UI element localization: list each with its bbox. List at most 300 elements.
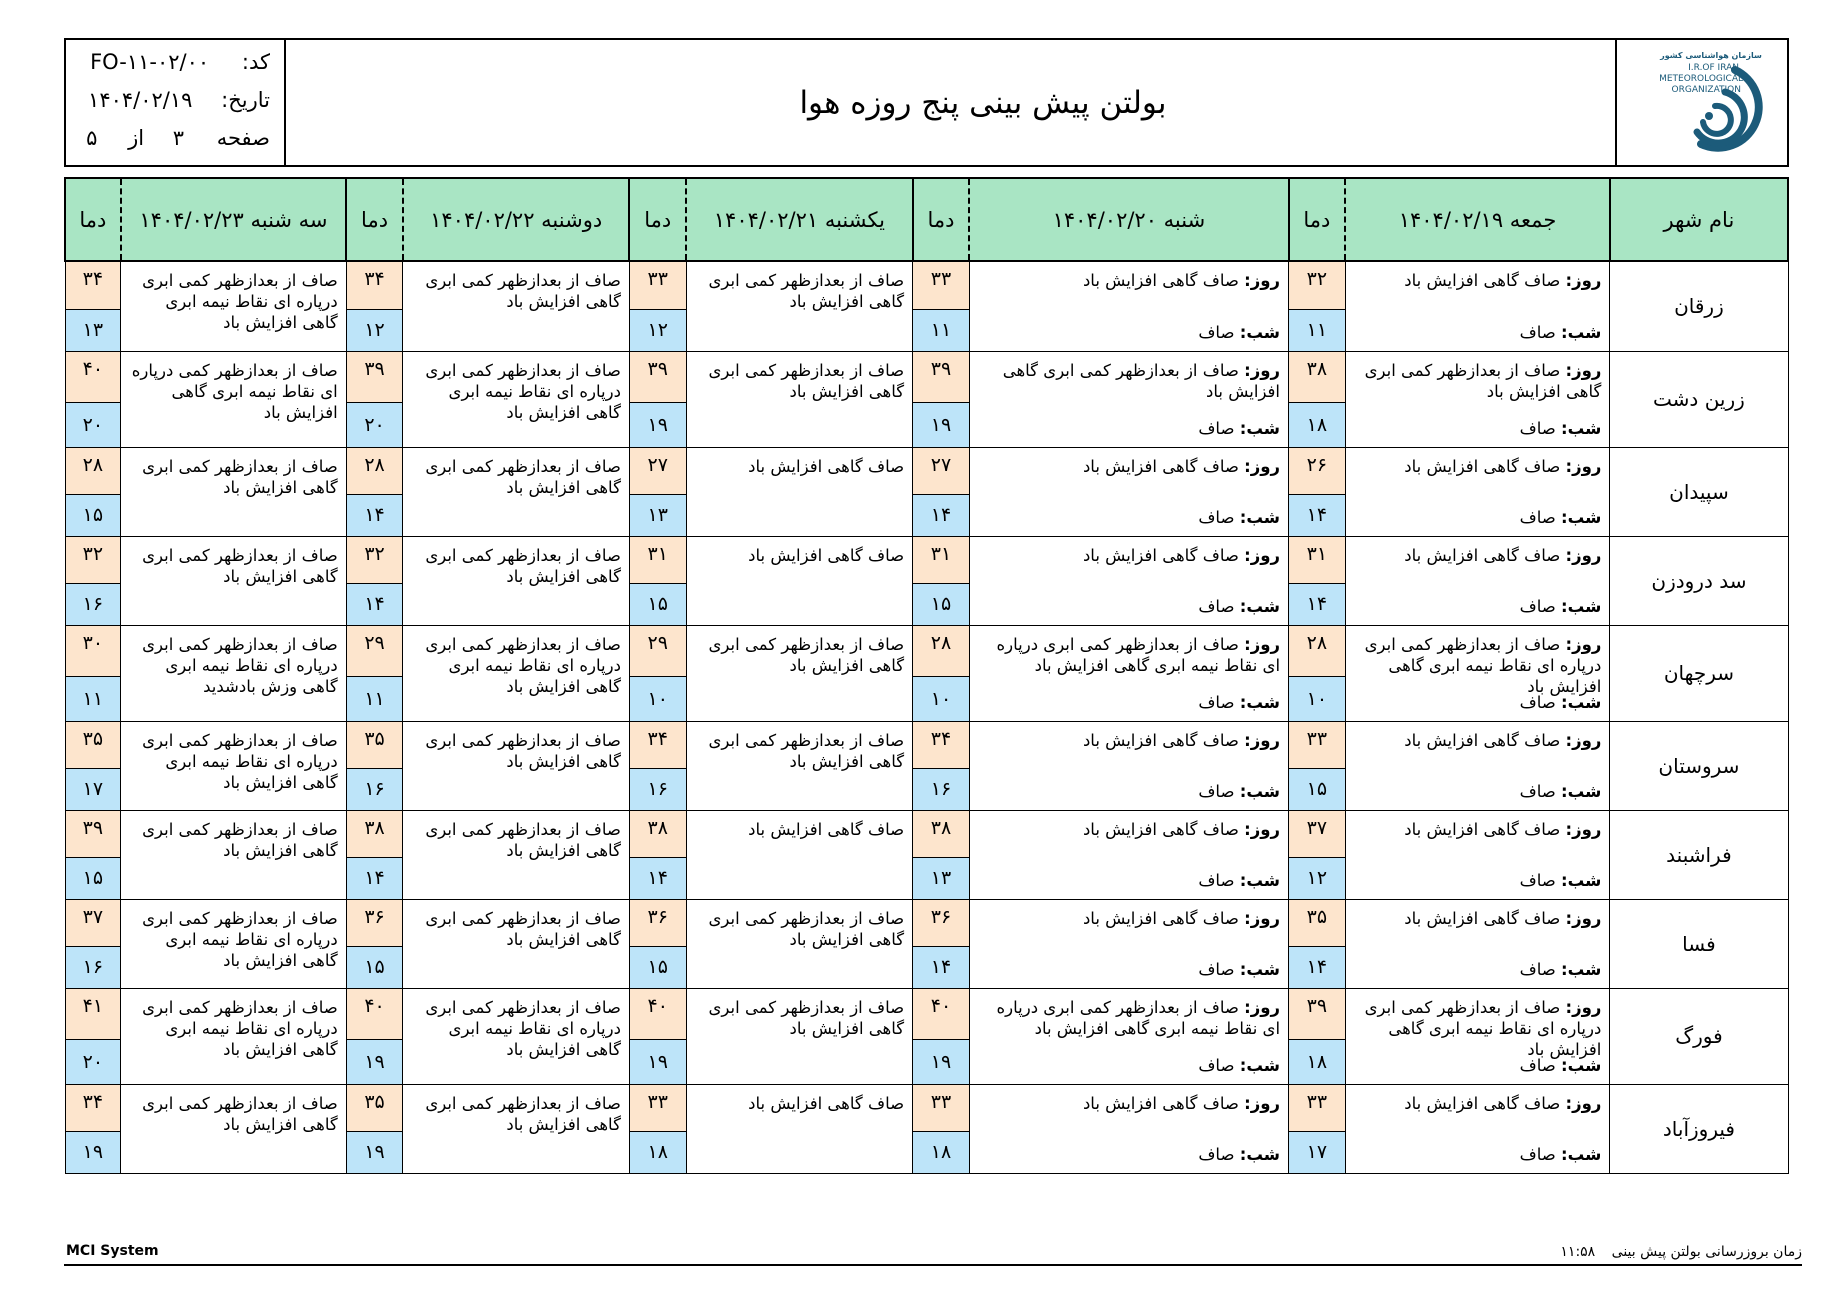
forecast-description — [403, 261, 630, 351]
day-forecast — [1352, 545, 1602, 566]
night-forecast — [1198, 596, 1280, 617]
day-label: روز: — [1244, 1093, 1281, 1113]
max-temp: ۳۳ — [630, 262, 686, 310]
temperature-cell — [629, 899, 686, 988]
max-temp: ۳۷ — [1289, 811, 1345, 859]
temperature-cell — [65, 810, 121, 899]
max-temp: ۳۶ — [630, 900, 686, 948]
max-temp: ۳۲ — [66, 537, 121, 585]
max-temp: ۳۷ — [66, 900, 121, 948]
temperature-cell — [913, 447, 970, 536]
night-forecast — [1198, 959, 1280, 980]
temperature-cell — [65, 988, 121, 1084]
max-temp: ۳۹ — [1289, 989, 1345, 1040]
day-forecast — [1352, 908, 1602, 929]
forecast-description — [686, 721, 913, 810]
max-temp: ۴۰ — [347, 989, 403, 1040]
day-forecast — [976, 908, 1280, 929]
city-name: سپیدان — [1610, 447, 1788, 536]
day-label: روز: — [1565, 819, 1602, 839]
max-temp: ۳۵ — [347, 1085, 403, 1133]
min-temp: ۱۴ — [1289, 947, 1345, 988]
min-temp: ۱۸ — [1289, 1040, 1345, 1084]
day-forecast — [976, 819, 1280, 840]
night-forecast — [1520, 322, 1602, 343]
day-label: روز: — [1565, 1093, 1602, 1113]
forecast-description — [403, 988, 630, 1084]
day-3-temp-header: دما — [629, 178, 686, 261]
day-forecast — [1352, 997, 1602, 1060]
night-text: صاف — [1198, 1055, 1235, 1075]
night-text: صاف — [1519, 959, 1556, 979]
day-1-header: جمعه ۱۴۰۴/۰۲/۱۹ — [1345, 178, 1610, 261]
min-temp: ۱۵ — [66, 495, 121, 536]
forecast-description — [403, 625, 630, 721]
forecast-description — [969, 721, 1288, 810]
forecast-description — [969, 447, 1288, 536]
temperature-cell — [1289, 988, 1346, 1084]
forecast-text: صاف از بعدازظهر کمی ابری درپاره ای نقاط نیمه ابری گاهی افزایش باد — [425, 634, 621, 696]
night-label: شب: — [1239, 507, 1281, 527]
temperature-cell — [913, 625, 970, 721]
forecast-description — [686, 1084, 913, 1173]
day-label: روز: — [1244, 545, 1281, 565]
day-text: صاف گاهی افزایش باد — [1082, 1093, 1239, 1113]
min-temp: ۱۹ — [347, 1040, 403, 1084]
forecast-text: صاف از بعدازظهر کمی ابری درپاره ای نقاط نیمه ابری گاهی افزایش باد — [142, 908, 338, 970]
temperature-cell — [1289, 810, 1346, 899]
forecast-text: صاف از بعدازظهر کمی ابری گاهی افزایش باد — [425, 908, 621, 949]
bulletin-header — [64, 38, 1789, 167]
temperature-cell — [346, 810, 403, 899]
temperature-cell — [629, 721, 686, 810]
forecast-text: صاف از بعدازظهر کمی ابری درپاره ای نقاط نیمه ابری گاهی افزایش باد — [425, 360, 621, 422]
forecast-description — [686, 261, 913, 351]
forecast-description — [121, 536, 347, 625]
min-temp: ۱۴ — [913, 495, 969, 536]
day-text: صاف از بعدازظهر کمی ابری درپاره ای نقاط نیمه ابری گاهی افزایش باد — [1364, 997, 1602, 1059]
temperature-cell — [1289, 1084, 1346, 1173]
forecast-description — [1345, 899, 1610, 988]
max-temp: ۳۹ — [66, 811, 121, 859]
min-temp: ۱۰ — [913, 677, 969, 721]
temperature-cell — [913, 261, 970, 351]
forecast-text: صاف از بعدازظهر کمی ابری گاهی افزایش باد — [425, 1093, 621, 1134]
forecast-text: صاف از بعدازظهر کمی ابری گاهی افزایش باد — [425, 456, 621, 497]
forecast-text: صاف گاهی افزایش باد — [748, 545, 905, 565]
temperature-cell — [65, 721, 121, 810]
forecast-table — [64, 177, 1789, 1174]
max-temp: ۳۳ — [1289, 722, 1345, 770]
temperature-cell — [629, 988, 686, 1084]
temperature-cell — [913, 988, 970, 1084]
night-label: شب: — [1239, 692, 1281, 712]
day-forecast — [976, 634, 1280, 676]
day-forecast — [1352, 456, 1602, 477]
footer-update-label: زمان بروزرسانی بولتن پیش بینی — [1611, 1244, 1802, 1260]
temperature-cell — [629, 447, 686, 536]
max-temp: ۲۷ — [913, 448, 969, 496]
code-label: کد: — [241, 50, 270, 74]
night-forecast — [1520, 692, 1602, 713]
night-text: صاف — [1519, 692, 1556, 712]
min-temp: ۱۶ — [66, 947, 121, 988]
min-temp: ۱۶ — [630, 769, 686, 810]
min-temp: ۱۹ — [913, 1040, 969, 1084]
forecast-description — [686, 625, 913, 721]
temperature-cell — [346, 536, 403, 625]
forecast-description — [1345, 988, 1610, 1084]
day-forecast — [976, 456, 1280, 477]
day-text: صاف از بعدازظهر کمی ابری درپاره ای نقاط نیمه ابری گاهی افزایش باد — [1364, 634, 1602, 696]
night-forecast — [1198, 870, 1280, 891]
day-text: صاف گاهی افزایش باد — [1082, 456, 1239, 476]
day-5-header: سه شنبه ۱۴۰۴/۰۲/۲۳ — [121, 178, 347, 261]
day-label: روز: — [1244, 634, 1281, 654]
min-temp: ۱۵ — [347, 947, 403, 988]
footer-rule — [64, 1264, 1802, 1266]
temperature-cell — [346, 261, 403, 351]
min-temp: ۲۰ — [66, 403, 121, 447]
min-temp: ۱۴ — [347, 584, 403, 625]
night-label: شب: — [1239, 959, 1281, 979]
footer-system: MCI System — [66, 1243, 159, 1259]
temperature-cell — [65, 536, 121, 625]
forecast-description — [969, 625, 1288, 721]
day-forecast — [976, 1093, 1280, 1114]
min-temp: ۱۸ — [1289, 403, 1345, 447]
night-forecast — [1520, 418, 1602, 439]
day-text: صاف از بعدازظهر کمی ابری گاهی افزایش باد — [1002, 360, 1281, 401]
temperature-cell — [629, 810, 686, 899]
forecast-text: صاف از بعدازظهر کمی ابری گاهی افزایش باد — [708, 271, 905, 311]
temperature-cell — [65, 625, 121, 721]
max-temp: ۴۰ — [66, 352, 121, 403]
swirl-logo-icon — [1617, 40, 1787, 165]
footer-update-time: ۱۱:۵۸ — [1560, 1244, 1596, 1260]
min-temp: ۱۶ — [913, 769, 969, 810]
day-text: صاف گاهی افزایش باد — [1082, 730, 1239, 750]
night-label: شب: — [1561, 507, 1602, 527]
meteorological-organization-logo — [1615, 40, 1787, 165]
forecast-description — [686, 810, 913, 899]
day-label: روز: — [1565, 360, 1602, 380]
min-temp: ۱۳ — [913, 858, 969, 899]
night-forecast — [1198, 1055, 1280, 1076]
min-temp: ۱۰ — [630, 677, 686, 721]
night-forecast — [1198, 418, 1280, 439]
city-name: سد درودزن — [1610, 536, 1788, 625]
night-text: صاف — [1198, 1144, 1235, 1164]
temperature-cell — [65, 899, 121, 988]
day-label: روز: — [1565, 271, 1602, 290]
night-label: شب: — [1561, 596, 1602, 616]
temperature-cell — [913, 810, 970, 899]
forecast-description — [969, 261, 1288, 351]
city-name: فسا — [1610, 899, 1788, 988]
day-label: روز: — [1565, 634, 1602, 654]
forecast-description — [403, 810, 630, 899]
max-temp: ۳۸ — [913, 811, 969, 859]
min-temp: ۱۰ — [1289, 677, 1345, 721]
day-text: صاف گاهی افزایش باد — [1404, 819, 1561, 839]
night-text: صاف — [1519, 322, 1556, 342]
day-label: روز: — [1244, 997, 1281, 1017]
table-row — [65, 1084, 1788, 1173]
min-temp: ۱۹ — [913, 403, 969, 447]
night-text: صاف — [1198, 507, 1235, 527]
night-label: شب: — [1561, 870, 1602, 890]
night-label: شب: — [1561, 1055, 1602, 1075]
max-temp: ۴۱ — [66, 989, 121, 1040]
forecast-text: صاف از بعدازظهر کمی ابری گاهی افزایش باد — [425, 819, 621, 860]
day-forecast — [1352, 360, 1602, 402]
forecast-description — [686, 988, 913, 1084]
night-label: شب: — [1239, 596, 1281, 616]
temperature-cell — [346, 988, 403, 1084]
night-forecast — [1520, 596, 1602, 617]
forecast-description — [1345, 1084, 1610, 1173]
min-temp: ۱۸ — [630, 1132, 686, 1173]
forecast-description — [403, 899, 630, 988]
min-temp: ۱۵ — [913, 584, 969, 625]
max-temp: ۲۹ — [347, 626, 403, 677]
max-temp: ۳۱ — [630, 537, 686, 585]
max-temp: ۲۶ — [1289, 448, 1345, 496]
max-temp: ۳۳ — [630, 1085, 686, 1133]
night-text: صاف — [1519, 596, 1556, 616]
forecast-description — [969, 351, 1288, 447]
min-temp: ۱۱ — [913, 310, 969, 351]
day-label: روز: — [1565, 730, 1602, 750]
city-column-header: نام شهر — [1610, 178, 1788, 261]
forecast-text: صاف از بعدازظهر کمی ابری گاهی افزایش باد — [708, 634, 905, 675]
night-forecast — [1198, 322, 1280, 343]
forecast-text: صاف از بعدازظهر کمی ابری درپاره ای نقاط نیمه ابری گاهی افزایش باد — [425, 997, 621, 1059]
max-temp: ۲۸ — [66, 448, 121, 496]
day-label: روز: — [1244, 271, 1281, 290]
page-of-label: از — [128, 126, 145, 150]
day-2-temp-header: دما — [913, 178, 970, 261]
night-text: صاف — [1519, 781, 1556, 801]
night-text: صاف — [1519, 870, 1556, 890]
day-text: صاف گاهی افزایش باد — [1404, 730, 1561, 750]
day-forecast — [1352, 730, 1602, 751]
min-temp: ۱۵ — [630, 947, 686, 988]
forecast-description — [403, 1084, 630, 1173]
max-temp: ۳۹ — [913, 352, 969, 403]
min-temp: ۱۶ — [347, 769, 403, 810]
table-row — [65, 721, 1788, 810]
night-forecast — [1198, 1144, 1280, 1165]
day-label: روز: — [1244, 360, 1281, 380]
max-temp: ۳۹ — [347, 352, 403, 403]
min-temp: ۱۹ — [630, 403, 686, 447]
code-value: FO-۱۱-۰۲/۰۰ — [90, 50, 210, 74]
forecast-description — [969, 899, 1288, 988]
temperature-cell — [913, 899, 970, 988]
forecast-text: صاف از بعدازظهر کمی ابری گاهی افزایش باد — [142, 456, 338, 497]
forecast-description — [1345, 351, 1610, 447]
day-3-header: یکشنبه ۱۴۰۴/۰۲/۲۱ — [686, 178, 913, 261]
temperature-cell — [1289, 899, 1346, 988]
day-text: صاف از بعدازظهر کمی ابری گاهی افزایش باد — [1364, 360, 1602, 401]
night-forecast — [1520, 959, 1602, 980]
day-4-temp-header: دما — [346, 178, 403, 261]
day-1-temp-header: دما — [1289, 178, 1346, 261]
temperature-cell — [1289, 625, 1346, 721]
max-temp: ۳۶ — [913, 900, 969, 948]
forecast-description — [121, 447, 347, 536]
forecast-description — [403, 351, 630, 447]
night-forecast — [1198, 781, 1280, 802]
night-forecast — [1198, 507, 1280, 528]
day-text: صاف گاهی افزایش باد — [1404, 1093, 1561, 1113]
min-temp: ۱۳ — [66, 310, 121, 351]
max-temp: ۳۰ — [66, 626, 121, 677]
night-label: شب: — [1239, 418, 1281, 438]
max-temp: ۳۴ — [66, 262, 121, 310]
day-forecast — [976, 545, 1280, 566]
temperature-cell — [913, 721, 970, 810]
max-temp: ۲۹ — [630, 626, 686, 677]
night-label: شب: — [1239, 1055, 1281, 1075]
night-forecast — [1198, 692, 1280, 713]
day-2-header: شنبه ۱۴۰۴/۰۲/۲۰ — [969, 178, 1288, 261]
table-row — [65, 261, 1788, 351]
table-row — [65, 536, 1788, 625]
max-temp: ۲۷ — [630, 448, 686, 496]
city-name: زرقان — [1610, 261, 1788, 351]
night-text: صاف — [1198, 870, 1235, 890]
day-forecast — [976, 730, 1280, 751]
forecast-description — [1345, 721, 1610, 810]
forecast-description — [121, 351, 347, 447]
night-text: صاف — [1198, 596, 1235, 616]
min-temp: ۱۴ — [1289, 495, 1345, 536]
temperature-cell — [629, 351, 686, 447]
city-name: فیروزآباد — [1610, 1084, 1788, 1173]
forecast-text: صاف از بعدازظهر کمی درپاره ای نقاط نیمه ابری گاهی افزایش باد — [131, 360, 338, 422]
temperature-cell — [65, 447, 121, 536]
night-label: شب: — [1561, 1144, 1602, 1164]
forecast-description — [686, 899, 913, 988]
city-name: زرین دشت — [1610, 351, 1788, 447]
forecast-description — [121, 810, 347, 899]
forecast-text: صاف از بعدازظهر کمی ابری درپاره ای نقاط نیمه ابری گاهی افزایش باد — [142, 997, 338, 1059]
min-temp: ۱۹ — [630, 1040, 686, 1084]
max-temp: ۲۸ — [1289, 626, 1345, 677]
min-temp: ۱۲ — [347, 310, 403, 351]
forecast-text: صاف از بعدازظهر کمی ابری گاهی افزایش باد — [142, 545, 338, 586]
forecast-description — [403, 447, 630, 536]
day-label: روز: — [1565, 997, 1602, 1017]
day-text: صاف گاهی افزایش باد — [1404, 545, 1561, 565]
footer-update — [1560, 1244, 1802, 1260]
forecast-text: صاف از بعدازظهر کمی ابری گاهی افزایش باد — [425, 545, 621, 586]
forecast-description — [121, 625, 347, 721]
night-text: صاف — [1519, 1144, 1556, 1164]
temperature-cell — [1289, 447, 1346, 536]
night-label: شب: — [1239, 322, 1281, 342]
forecast-description — [969, 536, 1288, 625]
table-header-row — [65, 178, 1788, 261]
night-text: صاف — [1519, 1055, 1556, 1075]
page-label: صفحه — [216, 126, 270, 150]
temperature-cell — [346, 899, 403, 988]
min-temp: ۱۶ — [66, 584, 121, 625]
max-temp: ۳۱ — [913, 537, 969, 585]
temperature-cell — [1289, 261, 1346, 351]
temperature-cell — [629, 1084, 686, 1173]
forecast-description — [969, 1084, 1288, 1173]
day-text: صاف از بعدازظهر کمی ابری درپاره ای نقاط نیمه ابری گاهی افزایش باد — [996, 634, 1281, 675]
max-temp: ۳۴ — [913, 722, 969, 770]
table-row — [65, 988, 1788, 1084]
max-temp: ۳۴ — [347, 262, 403, 310]
day-label: روز: — [1565, 456, 1602, 476]
min-temp: ۱۲ — [1289, 858, 1345, 899]
forecast-description — [1345, 625, 1610, 721]
table-row — [65, 810, 1788, 899]
forecast-description — [1345, 447, 1610, 536]
max-temp: ۴۰ — [913, 989, 969, 1040]
min-temp: ۱۵ — [66, 858, 121, 899]
night-label: شب: — [1561, 322, 1602, 342]
page-total: ۵ — [86, 126, 98, 150]
city-name: سروستان — [1610, 721, 1788, 810]
day-text: صاف گاهی افزایش باد — [1082, 271, 1239, 290]
forecast-text: صاف گاهی افزایش باد — [748, 819, 905, 839]
night-label: شب: — [1561, 418, 1602, 438]
night-label: شب: — [1561, 781, 1602, 801]
forecast-description — [403, 721, 630, 810]
date-label: تاریخ: — [221, 88, 270, 112]
min-temp: ۱۴ — [630, 858, 686, 899]
logo-org-fa: سازمان هواشناسی کشور — [1660, 51, 1762, 60]
forecast-text: صاف از بعدازظهر کمی ابری گاهی افزایش باد — [708, 360, 905, 401]
night-forecast — [1520, 870, 1602, 891]
city-name: فورگ — [1610, 988, 1788, 1084]
max-temp: ۳۸ — [347, 811, 403, 859]
min-temp: ۱۴ — [1289, 584, 1345, 625]
forecast-description — [969, 810, 1288, 899]
min-temp: ۱۹ — [347, 1132, 403, 1173]
forecast-text: صاف از بعدازظهر کمی ابری گاهی افزایش باد — [708, 997, 905, 1038]
max-temp: ۳۳ — [1289, 1085, 1345, 1133]
max-temp: ۳۸ — [630, 811, 686, 859]
forecast-text: صاف از بعدازظهر کمی ابری درپاره ای نقاط نیمه ابری گاهی افزایش باد — [142, 730, 338, 792]
city-name: سرچهان — [1610, 625, 1788, 721]
forecast-text: صاف گاهی افزایش باد — [748, 1093, 905, 1113]
night-text: صاف — [1519, 418, 1556, 438]
forecast-description — [686, 351, 913, 447]
day-label: روز: — [1244, 456, 1281, 476]
logo-line-1: I.R.OF IRAN — [1688, 63, 1739, 73]
night-text: صاف — [1198, 418, 1235, 438]
table-row — [65, 625, 1788, 721]
min-temp: ۱۷ — [1289, 1132, 1345, 1173]
table-row — [65, 899, 1788, 988]
max-temp: ۳۶ — [347, 900, 403, 948]
min-temp: ۱۱ — [347, 677, 403, 721]
day-forecast — [1352, 819, 1602, 840]
min-temp: ۱۴ — [347, 495, 403, 536]
document-meta — [66, 40, 286, 165]
night-forecast — [1520, 1144, 1602, 1165]
forecast-description — [403, 536, 630, 625]
temperature-cell — [346, 721, 403, 810]
